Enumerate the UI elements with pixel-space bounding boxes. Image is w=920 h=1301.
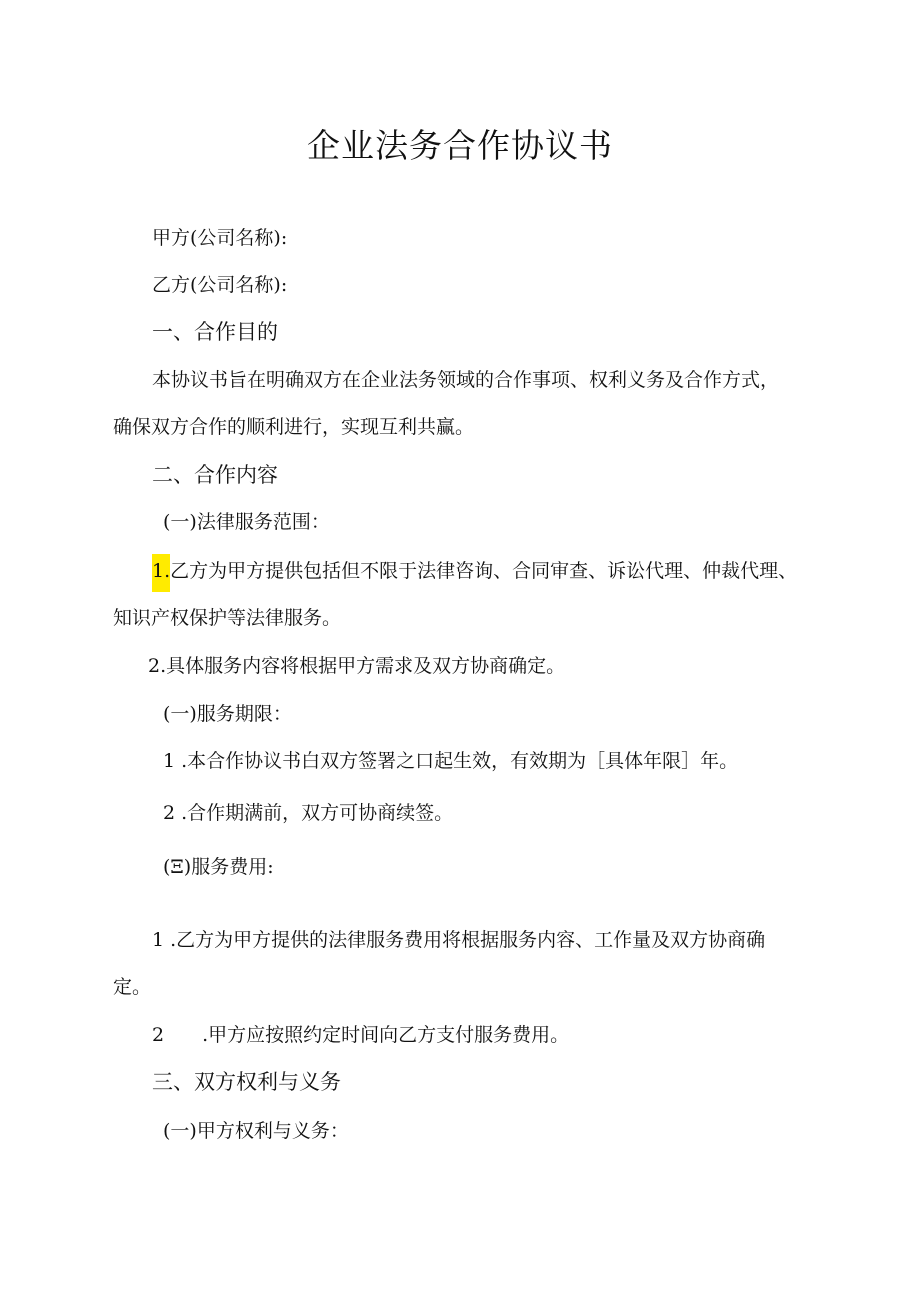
service-fee-item-1-line-1: 1 .乙方为甲方提供的法律服务费用将根据服务内容、工作量及双方协商确 <box>152 929 766 951</box>
party-b-line: 乙方(公司名称): <box>152 274 288 296</box>
section-1-heading: 一、合作目的 <box>152 320 278 344</box>
party-a-line: 甲方(公司名称): <box>152 227 288 249</box>
section-1-paragraph-line-2: 确保双方合作的顺利进行，实现互利共赢。 <box>113 416 475 438</box>
document-title: 企业法务合作协议书 <box>307 126 613 165</box>
subsection-service-term-heading: (一)服务期限： <box>163 703 292 725</box>
legal-scope-item-1-text: 乙方为甲方提供包括但不限于法律咨询、合同审查、诉讼代理、仲裁代理、 <box>170 560 798 582</box>
legal-scope-item-2: 2.具体服务内容将根据甲方需求及双方协商确定。 <box>148 655 566 677</box>
service-term-item-2: 2 .合作期满前，双方可协商续签。 <box>163 802 454 824</box>
highlighted-item-number: 1. <box>152 554 170 592</box>
service-fee-item-1-line-2: 定。 <box>113 976 152 998</box>
subsection-legal-scope-heading: (一)法律服务范围： <box>163 511 330 533</box>
service-term-item-1: 1 .本合作协议书白双方签署之口起生效，有效期为［具体年限］年。 <box>163 750 739 772</box>
legal-scope-item-1-line-2: 知识产权保护等法律服务。 <box>113 607 342 629</box>
legal-scope-item-1-line-1 <box>152 557 797 585</box>
section-3-heading: 三、双方权利与义务 <box>152 1070 341 1094</box>
section-2-heading: 二、合作内容 <box>152 463 278 487</box>
service-fee-item-2: 2 .甲方应按照约定时间向乙方支付服务费用。 <box>152 1024 570 1046</box>
subsection-party-a-rights-heading: (一)甲方权利与义务： <box>163 1120 349 1142</box>
section-1-paragraph-line-1: 本协议书旨在明确双方在企业法务领域的合作事项、权利义务及合作方式， <box>152 369 780 391</box>
subsection-service-fee-heading: (Ξ)服务费用: <box>163 856 274 878</box>
